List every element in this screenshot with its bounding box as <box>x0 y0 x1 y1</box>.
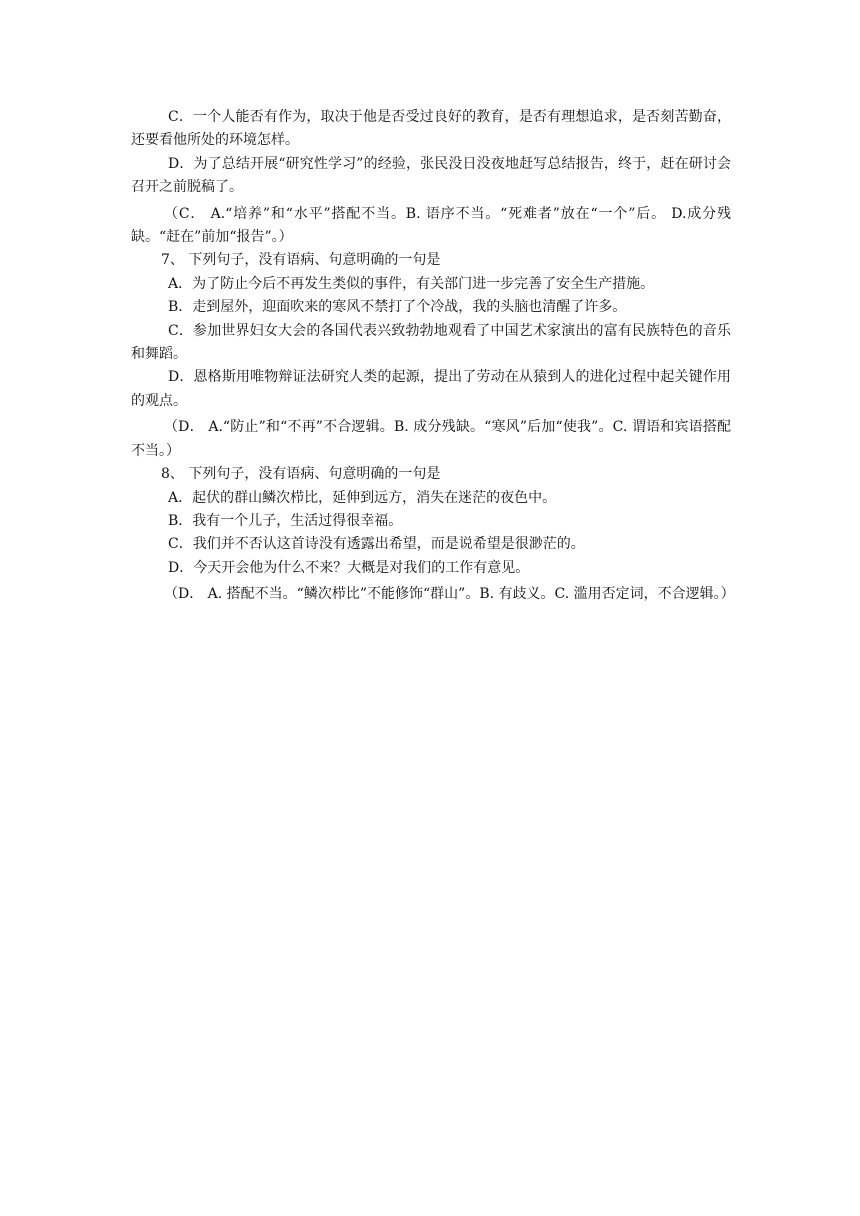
q6-option-d: D．为了总结开展“研究性学习”的经验，张民没日没夜地赶写总结报告，终于，赶在研讨会召开之前脱稿了。 <box>131 155 731 196</box>
q7-question-stem: 7、 下列句子，没有语病、句意明确的一句是 <box>161 252 441 269</box>
q7-option-a: A．为了防止今后不再发生类似的事件，有关部门进一步完善了安全生产措施。 <box>168 275 655 292</box>
q7-option-d: D．恩格斯用唯物辩证法研究人类的起源，提出了劳动在从猿到人的进化过程中起关键作用的观点。 <box>131 369 731 409</box>
q8-question-stem: 8、 下列句子，没有语病、句意明确的一句是 <box>161 466 441 483</box>
q8-option-b: B．我有一个儿子，生活过得很幸福。 <box>168 512 403 529</box>
q8-option-a: A．起伏的群山鳞次栉比，延伸到远方，消失在迷茫的夜色中。 <box>168 489 557 506</box>
q7-option-b: B．走到屋外，迎面吹来的寒风不禁打了个冷战，我的头脑也清醒了许多。 <box>168 299 627 316</box>
document-body <box>131 106 735 607</box>
q7-answer-explanation: （D． A.“防止”和“不再”不合逻辑。B. 成分残缺。“寒风”后加“使我”。C. 谓语和宾语搭配不当。） <box>131 419 731 459</box>
q8-option-d: D．今天开会他为什么不来？大概是对我们的工作有意见。 <box>168 559 530 576</box>
q6-answer-explanation: （C． A.“培养”和“水平”搭配不当。B. 语序不当。“死难者”放在“一个”后。 D.成分残缺。“赶在”前加“报告”。） <box>131 205 731 246</box>
q8-option-c: C．我们并不否认这首诗没有透露出希望，而是说希望是很渺茫的。 <box>168 536 585 553</box>
q7-option-c: C．参加世界妇女大会的各国代表兴致勃勃地观看了中国艺术家演出的富有民族特色的音乐和舞蹈。 <box>131 322 731 363</box>
q8-answer-explanation: （D． A. 搭配不当。“鳞次栉比”不能修饰“群山”。B. 有歧义。C. 滥用否定词，不合逻辑。） <box>164 586 735 603</box>
q6-option-c: C．一个人能否有作为，取决于他是否受过良好的教育，是否有理想追求，是否刻苦勤奋，还要看他所处的环境怎样。 <box>131 109 731 149</box>
